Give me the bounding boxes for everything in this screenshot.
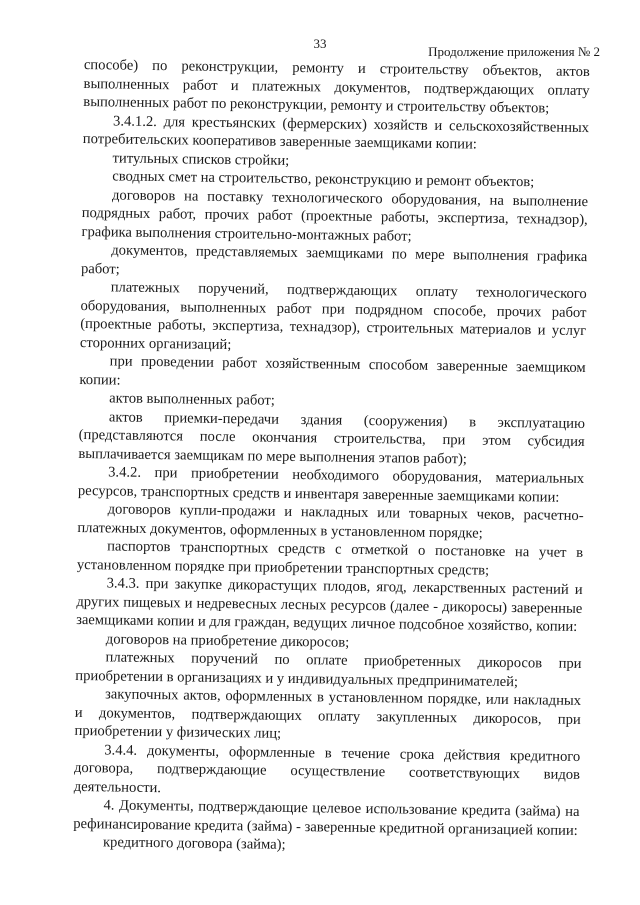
paragraph: способе) по реконструкции, ремонту и строительству объектов, актов выполненных работ и платежных документов, подтверждающих оплату выполненных работ по реконструкции, ремонту и строительству объектов; bbox=[83, 56, 590, 117]
paragraph: титульных списков стройки; bbox=[112, 149, 290, 169]
paragraph: договоров купли-продажи и накладных или товарных чеков, расчетно-платежных документов, оформленных в установленном порядке; bbox=[77, 501, 584, 542]
paragraph: кредитного договора (займа); bbox=[102, 834, 286, 853]
paragraph: платежных поручений по оплате приобретенных дикоросов при приобретении в организациях и у индивидуальных предпринимателей; bbox=[75, 649, 582, 690]
paragraph: документов, представляемых заемщиками по мере выполнения графика работ; bbox=[80, 242, 588, 278]
paragraph: паспортов транспортных средств с отметкой о постановке на учет в установленном порядке при приобретении транспортных средств; bbox=[76, 538, 584, 579]
page-number: 33 bbox=[313, 36, 327, 51]
paragraph: договоров на приобретение дикоросов; bbox=[105, 630, 350, 651]
running-header: Продолжение приложения № 2 bbox=[428, 44, 600, 59]
paragraph: сводных смет на строительство, реконструкцию и ремонт объектов; bbox=[112, 168, 535, 191]
paragraph: 3.4.3. при закупке дикорастущих плодов, ягод, лекарственных растений и других пищевых и недревесных лесных ресурсов (далее - дикоросы) заверенные заемщиками копии и для граждан, ведущих личное подсобное хозяйство, копии: bbox=[76, 575, 583, 635]
paragraph: актов приемки-передачи здания (сооружения) в эксплуатацию (представляются после окончания строительства, при этом субсидия выплачивается заемщикам по мере выполнения этапов работ); bbox=[78, 408, 586, 467]
paragraph: актов выполненных работ; bbox=[109, 390, 276, 409]
paragraph: договоров на поставку технологического оборудования, на выполнение подрядных работ, прочих работ (проектные работы, экспертиза, технадзор), графика выполнения строительно-монтажных работ; bbox=[81, 186, 589, 245]
paragraph: 3.4.2. при приобретении необходимого оборудования, материальных ресурсов, транспортных средств и инвентаря заверенные заемщиками копии: bbox=[77, 464, 585, 506]
paragraph: при проведении работ хозяйственным способом заверенные заемщиком копии: bbox=[79, 353, 586, 389]
paragraph: закупочных актов, оформленных в установленном порядке, или накладных и документов, подтверждающих оплату закупленных дикоросов, при приобретении у физических лиц; bbox=[74, 686, 582, 742]
paragraph: платежных поручений, подтверждающих оплату технологического оборудования, выполненных работ при подрядном способе, прочих работ (проектные работы, экспертиза, технадзор), строительных материалов и услуг сторонних организаций; bbox=[79, 279, 587, 353]
document-body bbox=[73, 56, 590, 858]
paragraph: 3.4.1.2. для крестьянских (фермерских) хозяйств и сельскохозяйственных потребительских кооперативов заверенные заемщиками копии: bbox=[82, 112, 590, 153]
paragraph: 3.4.4. документы, оформленные в течение срока действия кредитного договора, подтверждающие осуществление соответствующих видов деятельности. bbox=[73, 741, 581, 796]
paragraph: 4. Документы, подтверждающие целевое использование кредита (займа) на рефинансирование кредита (займа) - заверенные кредитной организацией копии: bbox=[73, 797, 580, 839]
